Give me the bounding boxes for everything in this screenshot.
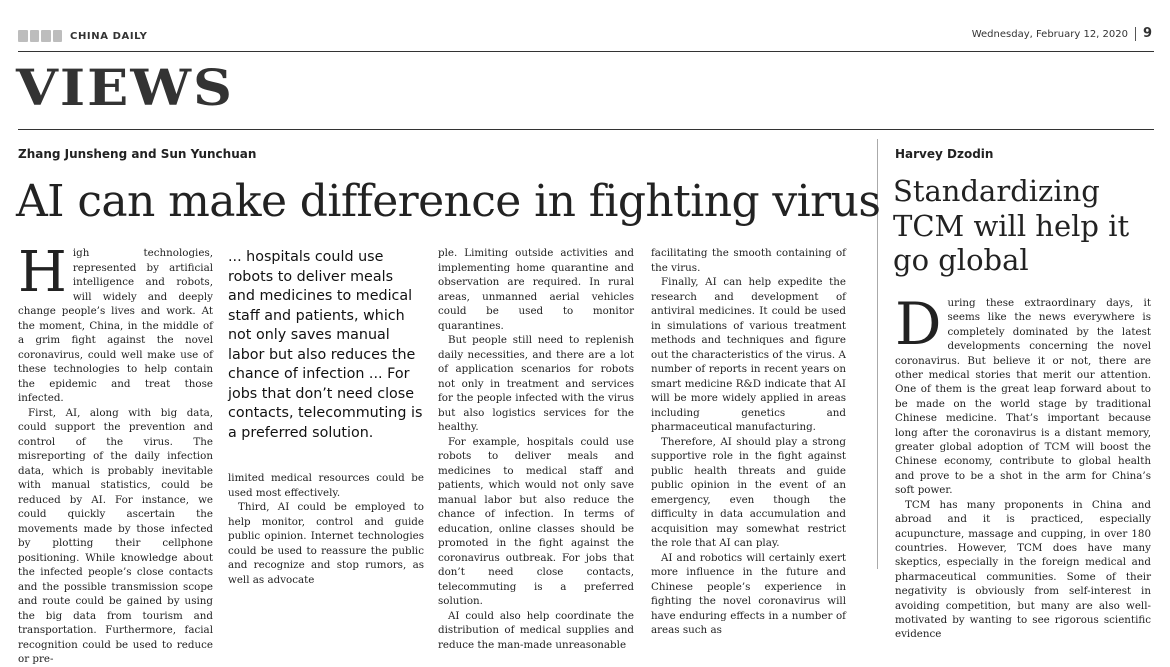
- china-daily-logo-icon: [18, 30, 62, 42]
- paragraph: igh technologies, represented by artificial intelligence and robots, will widely and deeply change people’s lives and work. At the moment, China, in the middle of a grim fight against the novel coronavirus, could well make use of these technologies to help contain the epidemic and treat those infected.: [18, 247, 213, 404]
- paragraph: For example, hospitals could use robots to deliver meals and medicines to medical staff and patients, which would not only save manual labor but also reduce the chance of infection. In terms of education, online classes should be promoted in the fight against the coronavirus outbreak. For jobs that don’t need close contacts, telecommuting is a preferred solution.: [438, 435, 634, 607]
- paragraph: TCM has many proponents in China and abroad and it is practiced, especially acupuncture, massage and cupping, in over 180 countries. However, TCM does have many skeptics, especially in the foreign medical and pharmaceutical communities. Some of their negativity is obviously from self-interest in avoiding competition, but many are also well-motivated by wanting to see rigorous scientific evidence: [895, 498, 1151, 641]
- main-dropcap: H: [18, 240, 67, 305]
- side-dropcap: D: [895, 290, 942, 358]
- paragraph: ple. Limiting outside activities and implementing home quarantine and observation are required. In rural areas, unmanned aerial vehicles could be used to monitor quarantines.: [438, 247, 634, 332]
- main-column-2: [228, 471, 424, 587]
- issue-date: Wednesday, February 12, 2020: [971, 29, 1128, 40]
- paragraph: AI could also help coordinate the distribution of medical supplies and reduce the man-made unreasonable: [438, 609, 634, 651]
- section-title: VIEWS: [16, 58, 234, 117]
- side-column: [895, 290, 1151, 642]
- main-column-4: [651, 246, 846, 638]
- paragraph: limited medical resources could be used most effectively.: [228, 472, 424, 499]
- paragraph: But people still need to replenish daily necessities, and there are a lot of application scenarios for robots not only in treatment and services for the people infected with the virus but also logistics services for the healthy.: [438, 334, 634, 433]
- paragraph: Finally, AI can help expedite the research and development of antiviral medicines. It could be used in simulations of various treatment methods and techniques and figure out the characteristics of the virus. A number of reports in recent years on smart medicine R&D indicate that AI will be more widely applied in areas including genetics and pharmaceutical manufacturing.: [651, 276, 846, 433]
- paragraph: First, AI, along with big data, could support the prevention and control of the virus. The misreporting of the daily infection data, which is probably inevitable with manual statistics, could be reduced by AI. For instance, we could quickly ascertain the movements made by those infected by plotting their cellphone positioning. While knowledge about the infected people’s close contacts and the possible transmission scope and route could be gained by using the big data from tourism and transportation. Furthermore, facial recognition could be used to reduce or pre-: [18, 406, 213, 665]
- side-headline: Standardizing TCM will help it go global: [893, 174, 1130, 277]
- paragraph: Third, AI could be employed to help monitor, control and guide public opinion. Internet technologies could be used to reassure the public and recognize and stop rumors, as well as advocate: [228, 501, 424, 586]
- paragraph: AI and robotics will certainly exert more influence in the future and Chinese people’s experience in fighting the novel coronavirus will have enduring effects in a number of areas such as: [651, 551, 846, 636]
- main-byline: Zhang Junsheng and Sun Yunchuan: [18, 147, 257, 161]
- side-byline: Harvey Dzodin: [895, 147, 994, 161]
- paragraph: facilitating the smooth containing of the virus.: [651, 247, 846, 274]
- masthead-name: CHINA DAILY: [70, 30, 148, 42]
- masthead: [18, 26, 147, 46]
- page-number: 9: [1135, 27, 1152, 41]
- section-rule: [18, 129, 1154, 130]
- pull-quote: ... hospitals could use robots to deliver meals and medicines to medical staff and patients, which not only saves manual labor but also reduces the chance of infection ... For jobs that don’t need close contacts, telecommuting is a preferred solution.: [228, 249, 423, 441]
- paragraph: Therefore, AI should play a strong supportive role in the fight against public health threats and guide public opinion in the event of an emergency, even though the difficulty in data accumulation and acquisition may somewhat restrict the role that AI can play.: [651, 435, 846, 549]
- main-column-3: [438, 246, 634, 652]
- paragraph: uring these extraordinary days, it seems like the news everywhere is completely dominated by the latest developments concerning the novel coronavirus. But believe it or not, there are other medical stories that merit our attention. One of them is the great leap forward about to be made on the world stage by traditional Chinese medicine. That’s important because long after the coronavirus is a distant memory, greater global adoption of TCM will boost the Chinese economy, contribute to global health and prove to be a shot in the arm for China’s soft power.: [895, 297, 1151, 497]
- main-headline: AI can make difference in fighting virus: [16, 176, 881, 227]
- main-column-1: [18, 240, 213, 667]
- top-rule: [18, 51, 1154, 52]
